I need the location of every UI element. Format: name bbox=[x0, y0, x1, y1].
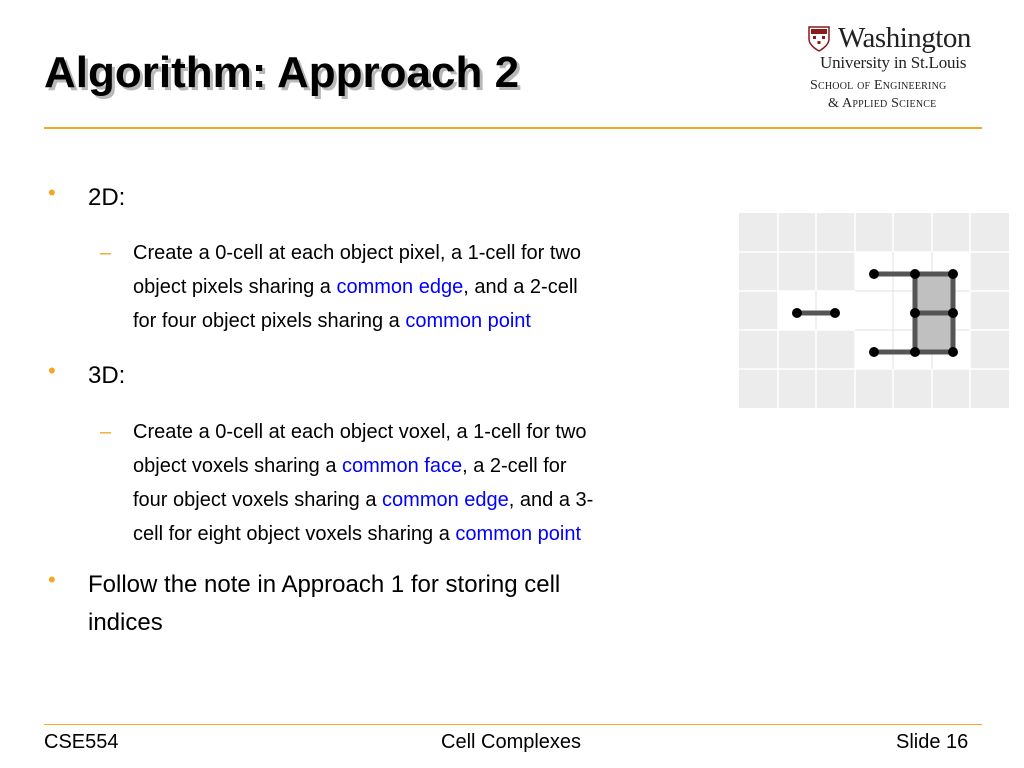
bullet-text: 3D: bbox=[88, 362, 126, 389]
two-cell-lower bbox=[915, 313, 953, 352]
sub-text: object pixels sharing a bbox=[133, 276, 337, 298]
highlight-text: common edge bbox=[336, 276, 464, 298]
highlight-text: common point bbox=[405, 310, 531, 332]
highlight-text: common edge bbox=[382, 489, 509, 511]
footer-topic: Cell Complexes bbox=[441, 731, 582, 753]
logo-applied-science: & Applied Science bbox=[828, 96, 937, 111]
bullet-dot-icon: • bbox=[48, 180, 56, 205]
sub-line bbox=[133, 236, 581, 270]
sub-line bbox=[133, 483, 593, 517]
sub-line bbox=[133, 304, 531, 338]
slide-title: Algorithm: Approach 2 bbox=[44, 48, 520, 97]
sub-line bbox=[133, 517, 581, 551]
title-divider bbox=[44, 127, 982, 129]
sub-text: , a 2-cell for bbox=[462, 455, 567, 477]
footer-divider bbox=[44, 724, 982, 725]
two-cell-upper bbox=[915, 274, 953, 313]
logo-university: University in St.Louis bbox=[820, 53, 967, 72]
sub-line bbox=[133, 415, 587, 449]
sub-text: four object voxels sharing a bbox=[133, 489, 383, 511]
sub-line bbox=[133, 270, 578, 304]
sub-text: cell for eight object voxels sharing a bbox=[133, 523, 456, 545]
sub-text: , and a 2-cell bbox=[463, 276, 578, 298]
sub-text: object voxels sharing a bbox=[133, 455, 343, 477]
shield-icon bbox=[808, 26, 830, 52]
university-logo bbox=[808, 22, 984, 118]
sub-text: Create a 0-cell at each object voxel, a 1-cell for two bbox=[133, 421, 587, 443]
sub-text: , and a 3- bbox=[508, 489, 594, 511]
sub-line bbox=[133, 449, 567, 483]
bullet-dot-icon: • bbox=[48, 567, 56, 592]
bullet-dot-icon: • bbox=[48, 358, 56, 383]
logo-school: School of Engineering bbox=[810, 78, 947, 93]
highlight-text: common face bbox=[342, 455, 463, 477]
footer-slide-number: Slide 16 bbox=[896, 731, 969, 753]
logo-washington: Washington bbox=[838, 22, 971, 54]
highlight-text: common point bbox=[455, 523, 582, 545]
bullet-text: indices bbox=[88, 609, 163, 636]
bullet-text: 2D: bbox=[88, 184, 126, 211]
cell-complex-diagram bbox=[739, 213, 1009, 408]
footer-course: CSE554 bbox=[44, 731, 119, 753]
bullet-text: Follow the note in Approach 1 for storing cell bbox=[88, 571, 561, 598]
sub-text: for four object pixels sharing a bbox=[133, 310, 406, 332]
dash-icon: – bbox=[100, 242, 112, 264]
dash-icon: – bbox=[100, 421, 112, 443]
sub-text: Create a 0-cell at each object pixel, a 1-cell for two bbox=[133, 242, 581, 264]
